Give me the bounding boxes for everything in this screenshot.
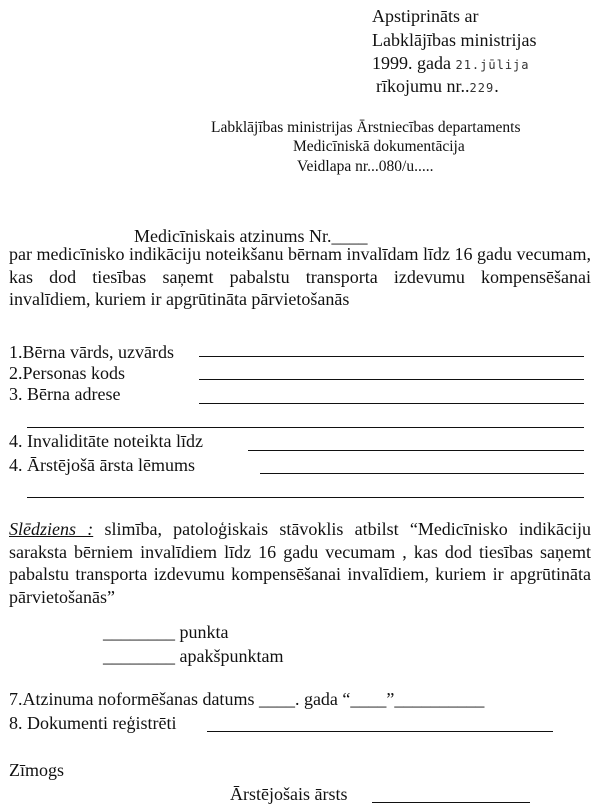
approval-line-1: Apstiprināts ar: [372, 6, 479, 26]
doctor-label: Ārstējošais ārsts: [230, 784, 348, 804]
conclusion-label: Slēdziens :: [9, 519, 94, 539]
field-doctor-decision-line[interactable]: [260, 473, 584, 474]
field-disability-until-line[interactable]: [248, 450, 584, 451]
approval-year: 1999. gada: [372, 53, 451, 73]
conclusion-paragraph: [9, 518, 591, 608]
approval-order-handwritten: 229: [469, 81, 495, 95]
approval-line-2: Labklājības ministrijas: [372, 30, 537, 50]
field-address-line[interactable]: [199, 403, 584, 404]
dept-line-1: Labklājības ministrijas Ārstniecības departaments: [211, 119, 521, 136]
field-doctor-decision-label: 4. Ārstējošā ārsta lēmums: [9, 455, 195, 475]
field-personal-code-label: 2.Personas kods: [9, 363, 125, 383]
doctor-signature-line[interactable]: [372, 802, 530, 803]
field-address-line-2[interactable]: [27, 427, 584, 428]
conclusion-subpoint: ________ apakšpunktam: [103, 646, 284, 666]
conclusion-text: slimība, patoloģiskais stāvoklis atbilst “Medicīnisko indikāciju saraksta bērniem invalīdiem līdz 16 gadu vecumam , kas dod tiesības saņemt pabalstu transporta izdevumu kompensēšanai invalīdiem, kuriem ir apgrūtināta pārvietošanās”: [9, 519, 592, 607]
field-address-label: 3. Bērna adrese: [9, 384, 121, 404]
document-description: par medicīnisko indikāciju noteikšanu bērnam invalīdam līdz 16 gadu vecumam, kas dod tiesības saņemt pabalstu transporta izdevumu kompensēšanai invalīdiem, kuriem ir apgrūtināta pārvietošanās: [9, 244, 591, 309]
approval-order-line: [376, 75, 499, 99]
approval-order-suffix: .: [494, 76, 499, 96]
field-registered-line[interactable]: [207, 731, 553, 732]
field-disability-until-label: 4. Invaliditāte noteikta līdz: [9, 431, 203, 451]
conclusion-point: ________ punkta: [103, 622, 229, 642]
dept-line-2: Medicīniskā dokumentācija: [293, 138, 465, 155]
field-doctor-decision-line-2[interactable]: [27, 497, 584, 498]
approval-date-handwritten: 21.jūlija: [455, 58, 530, 72]
field-child-name-label: 1.Bērna vārds, uzvārds: [9, 342, 174, 362]
approval-date-line: [372, 52, 530, 76]
field-personal-code-line[interactable]: [199, 379, 584, 380]
field-registered-label: 8. Dokumenti reģistrēti: [9, 713, 177, 733]
field-issue-date: 7.Atzinuma noformēšanas datums ____. gada “____”__________: [9, 689, 485, 709]
form-number: Veidlapa nr...080/u.....: [297, 158, 434, 175]
field-child-name-line[interactable]: [199, 356, 584, 357]
stamp-label: Zīmogs: [9, 760, 65, 780]
approval-order-prefix: rīkojumu nr..: [376, 76, 470, 96]
document-title: Medicīniskais atzinums Nr.____: [134, 226, 368, 246]
